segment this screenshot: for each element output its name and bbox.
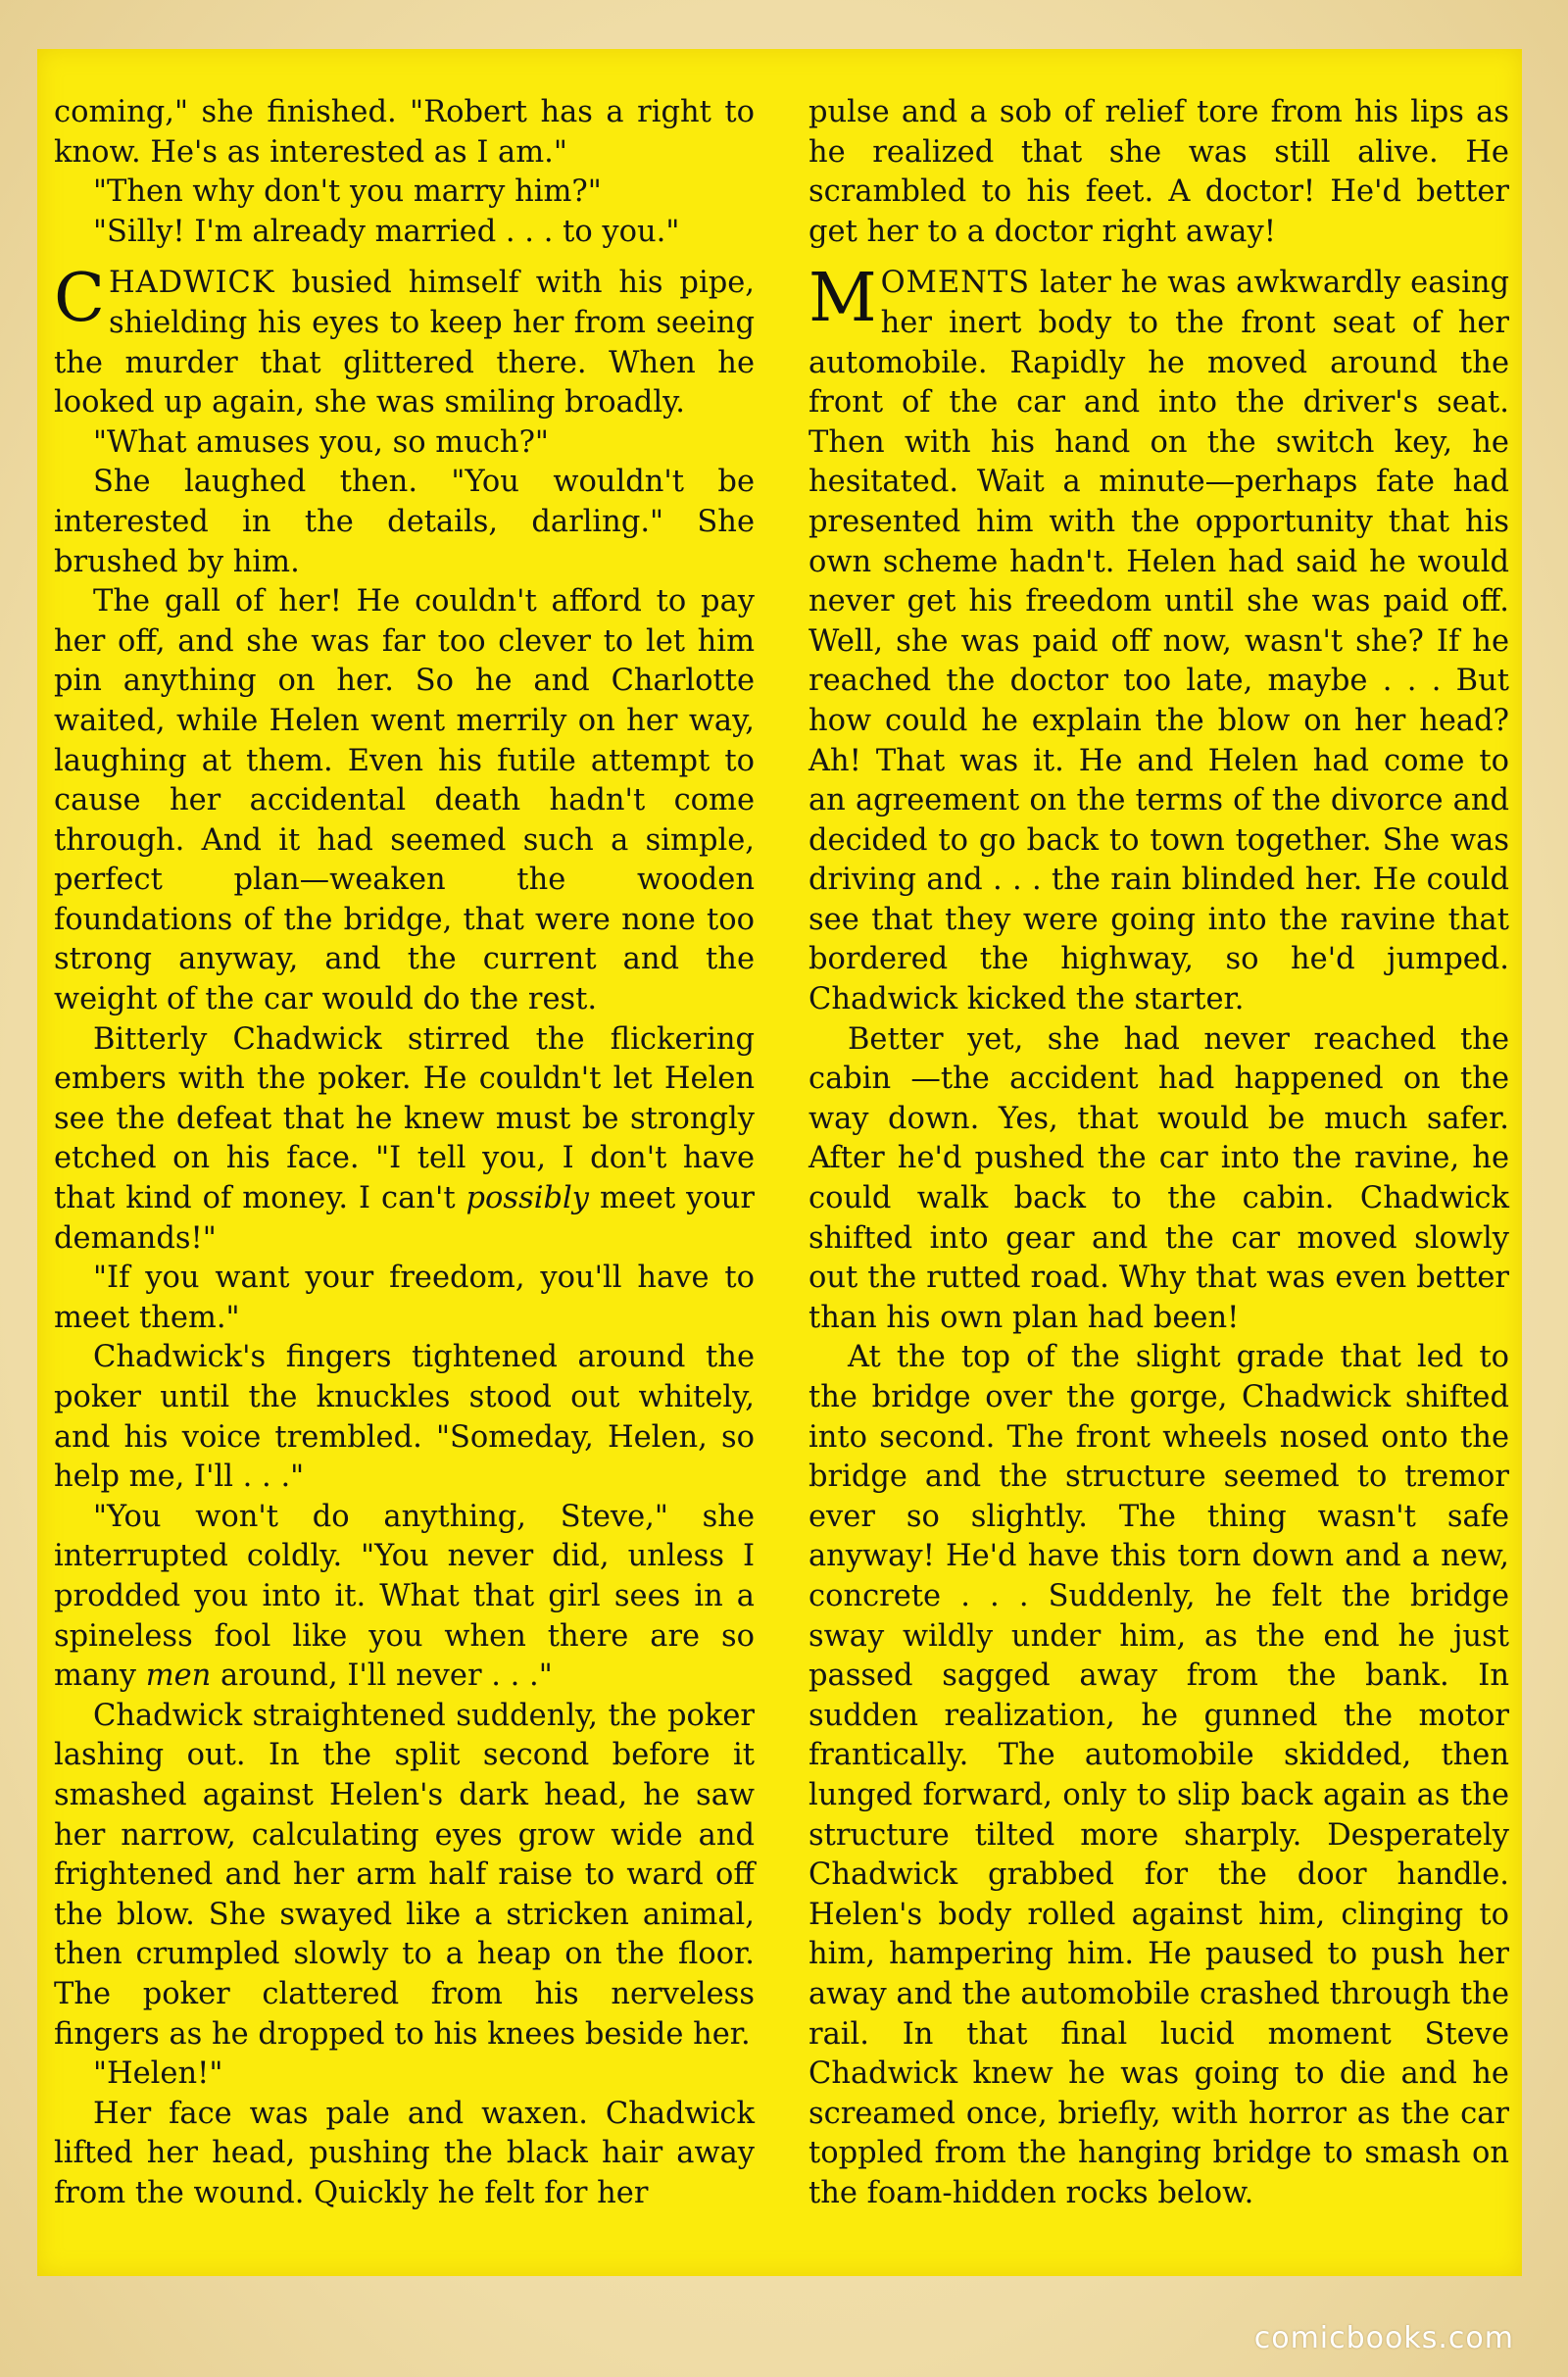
section-caps: OMENTS xyxy=(880,266,1031,301)
drop-cap: C xyxy=(54,260,106,338)
paragraph: Better yet, she had never reached the cabin —the accident had happened on the way down. Yes, that would be much safer. After he'd pushed the car into the ravine, he could walk back to the cabin. Chadwick shifted into gear and the car moved slowly out the rutted road. Why that was even better than his own plan had been! xyxy=(808,1021,1509,1335)
site-watermark: comicbooks.com xyxy=(1253,2321,1514,2355)
section-paragraph xyxy=(808,260,1509,1019)
paragraph: At the top of the slight grade that led to the bridge over the gorge, Chadwick shifted into second. The front wheels nosed onto the bridge and the structure seemed to tremor ever so slightly. The thing wasn't safe anyway! He'd have this torn down and a new, concrete . . . Suddenly, he felt the bridge sway wildly under him, as the end he just passed sagged away from the bank. In sudden realization, he gunned the motor frantically. The automobile skidded, then lunged forward, only to slip back again as the structure tilted more sharply. Desperately Chadwick grabbed for the door handle. Helen's body rolled against him, clinging to him, hampering him. He paused to push her away and the automobile crashed through the rail. In that final lucid moment Steve Chadwick knew he was going to die and he screamed once, briefly, with horror as the car toppled from the hanging bridge to smash on the foam-hidden rocks below. xyxy=(808,1340,1509,2210)
section-paragraph xyxy=(54,260,755,422)
right-column xyxy=(808,93,1509,2213)
story-text-panel xyxy=(37,49,1522,2276)
paragraph: "What amuses you, so much?" xyxy=(93,424,549,460)
paragraph: "Silly! I'm already married . . . to you." xyxy=(93,214,680,249)
paragraph: Her face was pale and waxen. Chadwick lifted her head, pushing the black hair away from the wound. Quickly he felt for her xyxy=(54,2096,755,2210)
paragraph-text: busied himself with his pipe, shielding his eyes to keep her from seeing the murder that glittered there. When he looked up again, she was smiling broadly. xyxy=(54,266,755,421)
paragraph xyxy=(54,1020,755,1260)
paragraph-text: Bitterly Chadwick stirred the flickering embers with the poker. He couldn't let Helen see the defeat that he knew must be strongly etched on his face. "I tell you, I don't have that kind of money. I can't xyxy=(54,1021,755,1216)
paragraph: coming," she finished. "Robert has a right to know. He's as interested as I am." xyxy=(54,95,755,170)
paragraph: She laughed then. "You wouldn't be interested in the details, darling." She brushed by him. xyxy=(54,465,755,579)
paragraph-text: meet your demands!" xyxy=(54,1181,755,1256)
section-caps: HADWICK xyxy=(109,266,275,301)
paragraph: The gall of her! He couldn't afford to pay her off, and she was far too clever to let him pin anything on her. So he and Charlotte waited, while Helen went merrily on her way, laughing at them. Even his futile attempt to cause her accidental death hadn't come through. And it had seemed such a simple, perfect plan—weaken the wooden foundations of the bridge, that were none too strong anyway, and the current and the weight of the car would do the rest. xyxy=(54,584,755,1017)
paragraph: Chadwick straightened suddenly, the poker lashing out. In the split second before it smashed against Helen's dark head, he saw her narrow, calculating eyes grow wide and frightened and her arm half raise to ward off the blow. She swayed like a stricken animal, then crumpled slowly to a heap on the floor. The poker clattered from his nerveless fingers as he dropped to his knees beside her. xyxy=(54,1698,755,2052)
paragraph-text: later he was awkwardly easing her inert body to the front seat of her automobile. Rapidly he moved around the front of the car and into the driver's seat. Then with his hand on the switch key, he hesitated. Wait a minute—perhaps fate had presented him with the opportunity that his own scheme hadn't. Helen had said he would never get his freedom until she was paid off. Well, she was paid off now, wasn't she? If he reached the doctor too late, maybe . . . But how could he explain the blow on her head? Ah! That was it. He and Helen had come to an agreement on the terms of the divorce and decided to go back to town together. She was driving and . . . the rain blinded her. He could see that they were going into the ravine that bordered the highway, so he'd jumped. Chadwick kicked the starter. xyxy=(808,266,1509,1017)
emphasis-text: men xyxy=(145,1659,212,1694)
paragraph-text: "You won't do anything, Steve," she interrupted coldly. "You never did, unless I prodded you into it. What that girl sees in a spineless fool like you when there are so many xyxy=(54,1499,755,1694)
paragraph-text: around, I'll never . . ." xyxy=(211,1659,553,1694)
paragraph: pulse and a sob of relief tore from his lips as he realized that she was still alive. He scrambled to his feet. A doctor! He'd better get her to a doctor right away! xyxy=(808,95,1509,249)
emphasis-text: possibly xyxy=(466,1181,589,1216)
left-column xyxy=(54,93,755,2213)
paragraph: "Then why don't you marry him?" xyxy=(93,174,602,210)
paragraph: "Helen!" xyxy=(93,2056,223,2092)
drop-cap: M xyxy=(808,260,877,338)
paragraph: Chadwick's fingers tightened around the poker until the knuckles stood out whitely, and his voice trembled. "Someday, Helen, so help me, I'll . . ." xyxy=(54,1340,755,1495)
paragraph: "If you want your freedom, you'll have to meet them." xyxy=(54,1261,755,1335)
paragraph xyxy=(54,1498,755,1697)
